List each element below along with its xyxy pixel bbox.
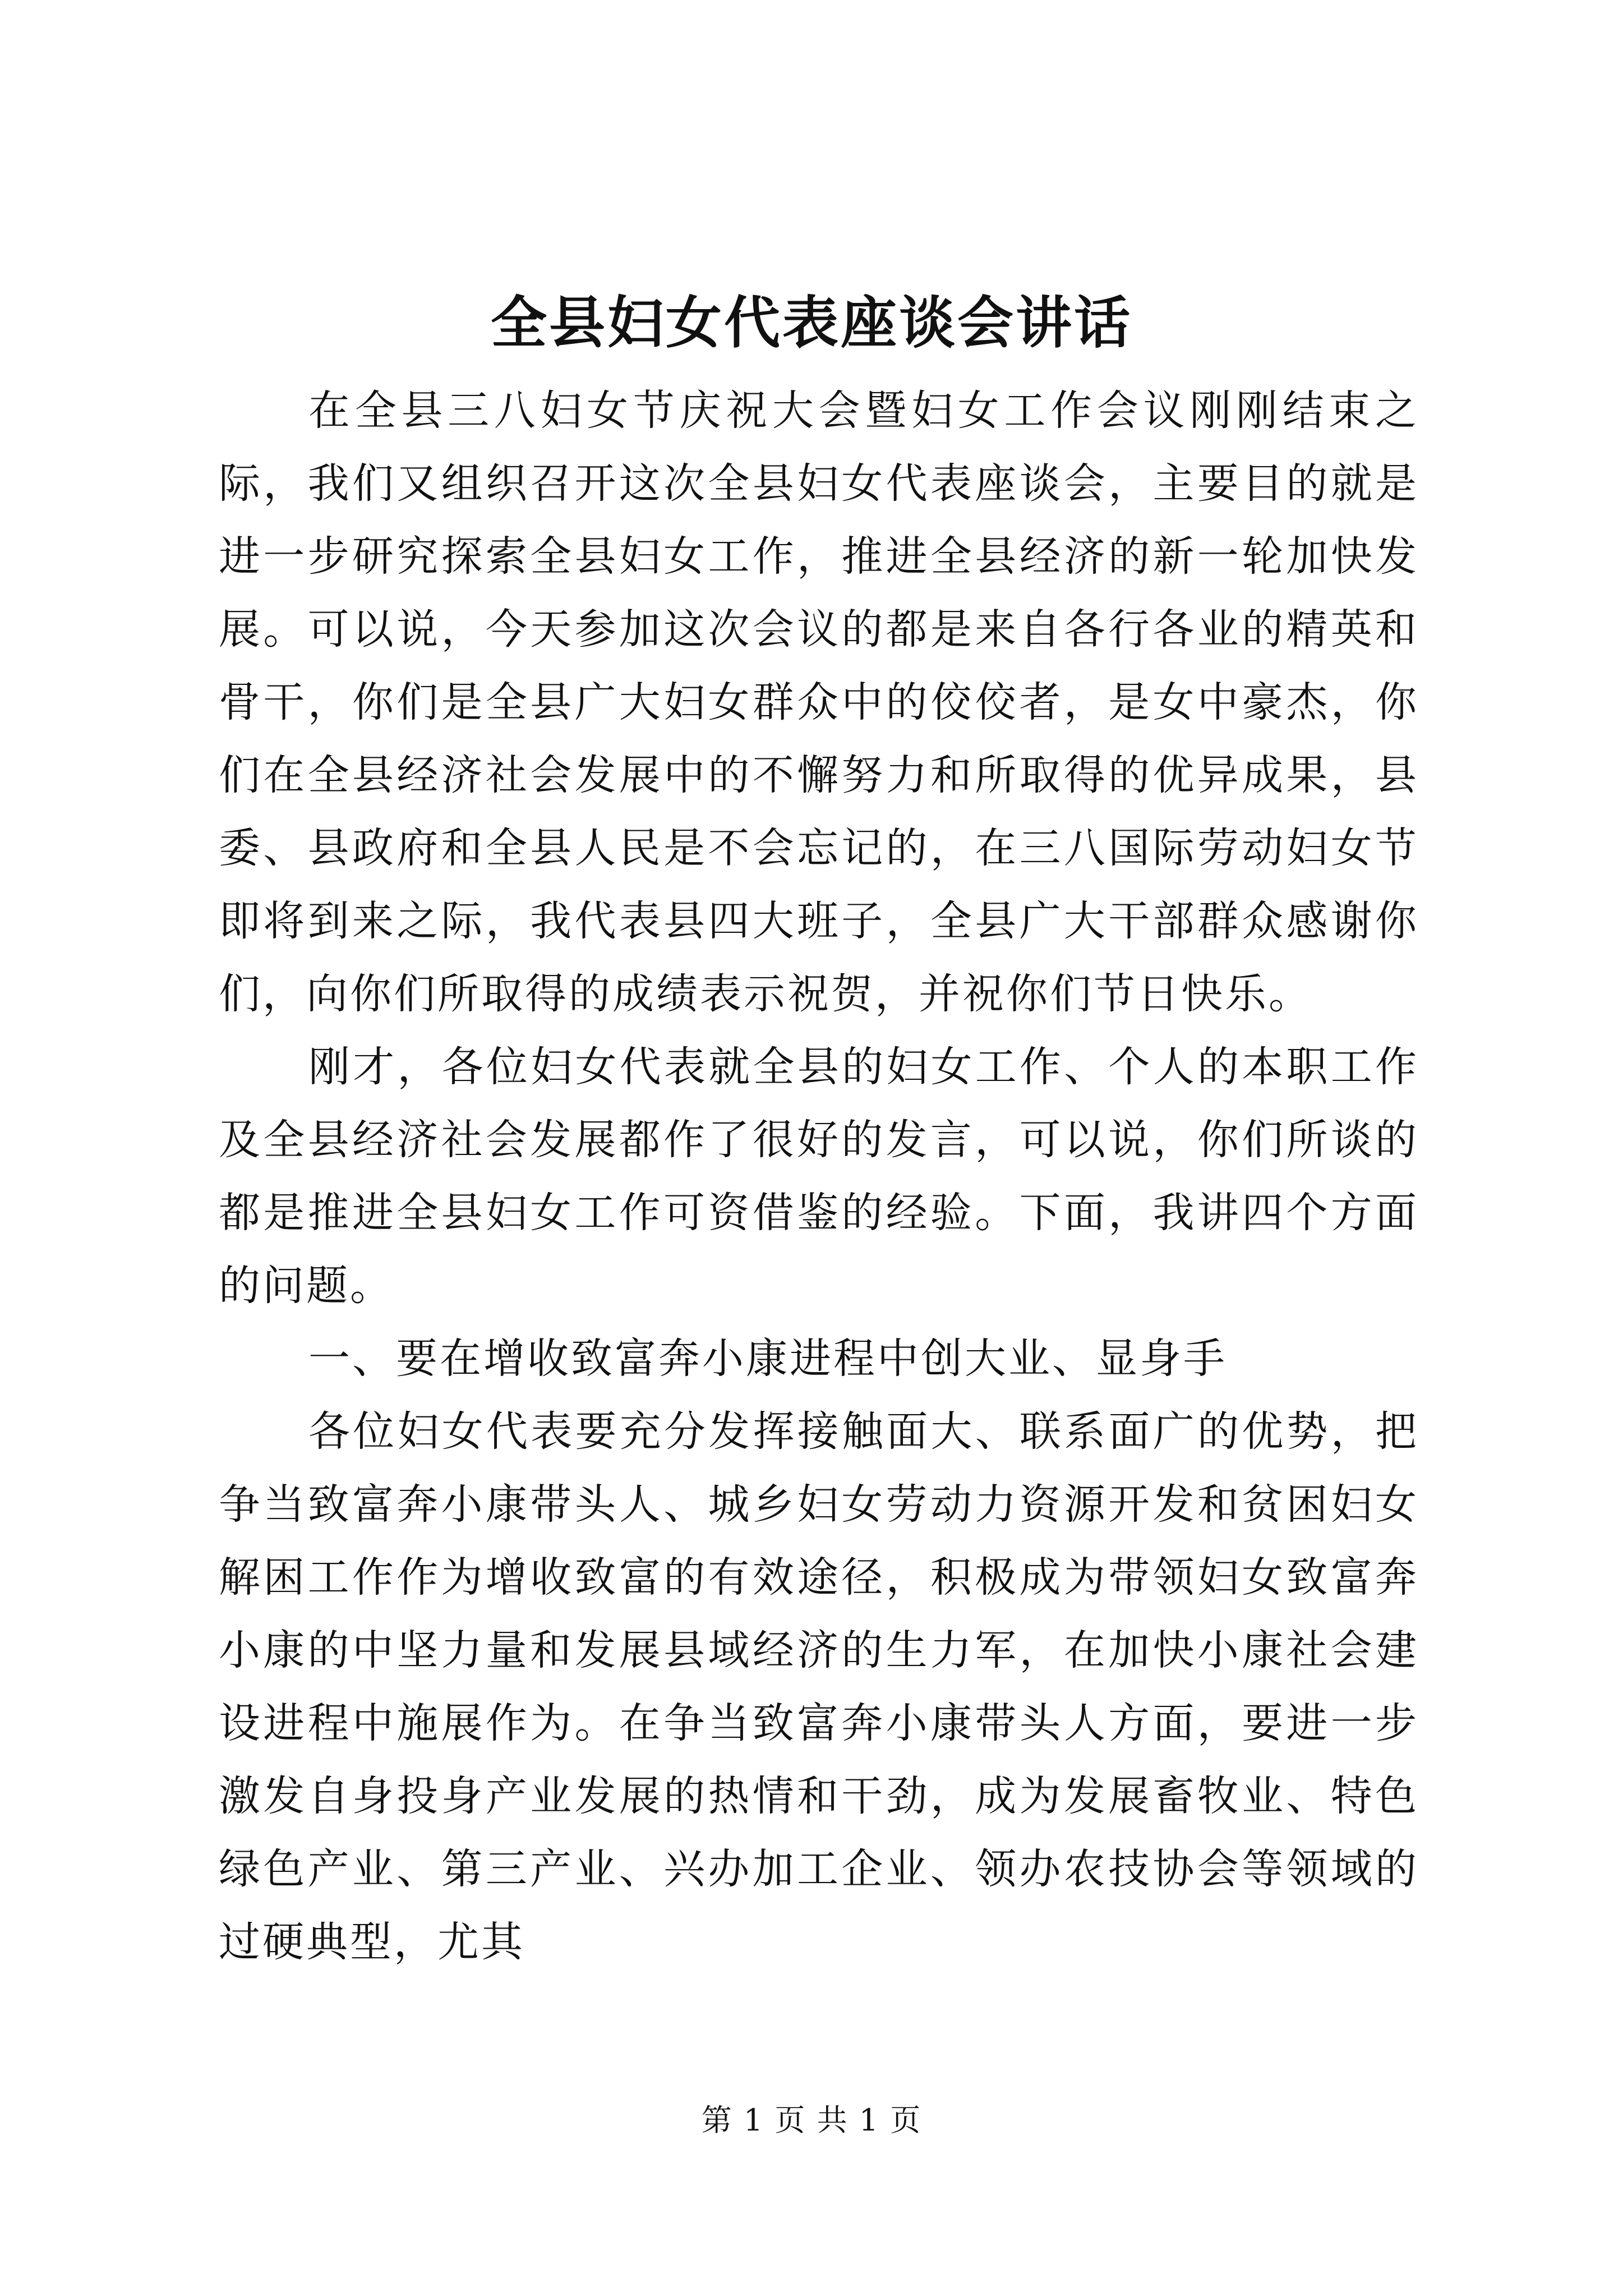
paragraph-section-one: 各位妇女代表要充分发挥接触面大、联系面广的优势，把争当致富奔小康带头人、城乡妇女劳动力资源开发和贫困妇女解困工作作为增收致富的有效途径，积极成为带领妇女致富奔小康的中坚力量和发展县域经济的生力军，在加快小康社会建设进程中施展作为。在争当致富奔小康带头人方面，要进一步激发自身投身产业发展的热情和干劲，成为发展畜牧业、特色绿色产业、第三产业、兴办加工企业、领办农技协会等领域的过硬典型，尤其 [219,1407,1419,1966]
document-title: 全县妇女代表座谈会讲话 [491,289,1132,356]
paragraph-intro: 在全县三八妇女节庆祝大会暨妇女工作会议刚刚结束之际，我们又组织召开这次全县妇女代表座谈会，主要目的就是进一步研究探索全县妇女工作，推进全县经济的新一轮加快发展。可以说，今天参加这次会议的都是来自各行各业的精英和骨干，你们是全县广大妇女群众中的佼佼者，是女中豪杰，你们在全县经济社会发展中的不懈努力和所取得的优异成果，县委、县政府和全县人民是不会忘记的，在三八国际劳动妇女节即将到来之际，我代表县四大班子，全县广大干部群众感谢你们，向你们所取得的成绩表示祝贺，并祝你们节日快乐。 [219,386,1419,1018]
paragraph-transition: 刚才，各位妇女代表就全县的妇女工作、个人的本职工作及全县经济社会发展都作了很好的发言，可以说，你们所谈的都是推进全县妇女工作可资借鉴的经验。下面，我讲四个方面的问题。 [219,1043,1419,1310]
page-footer: 第 1 页 共 1 页 [701,2102,922,2138]
document-body [219,374,1419,1978]
section-heading: 一、要在增收致富奔小康进程中创大业、显身手 [308,1335,1227,1383]
